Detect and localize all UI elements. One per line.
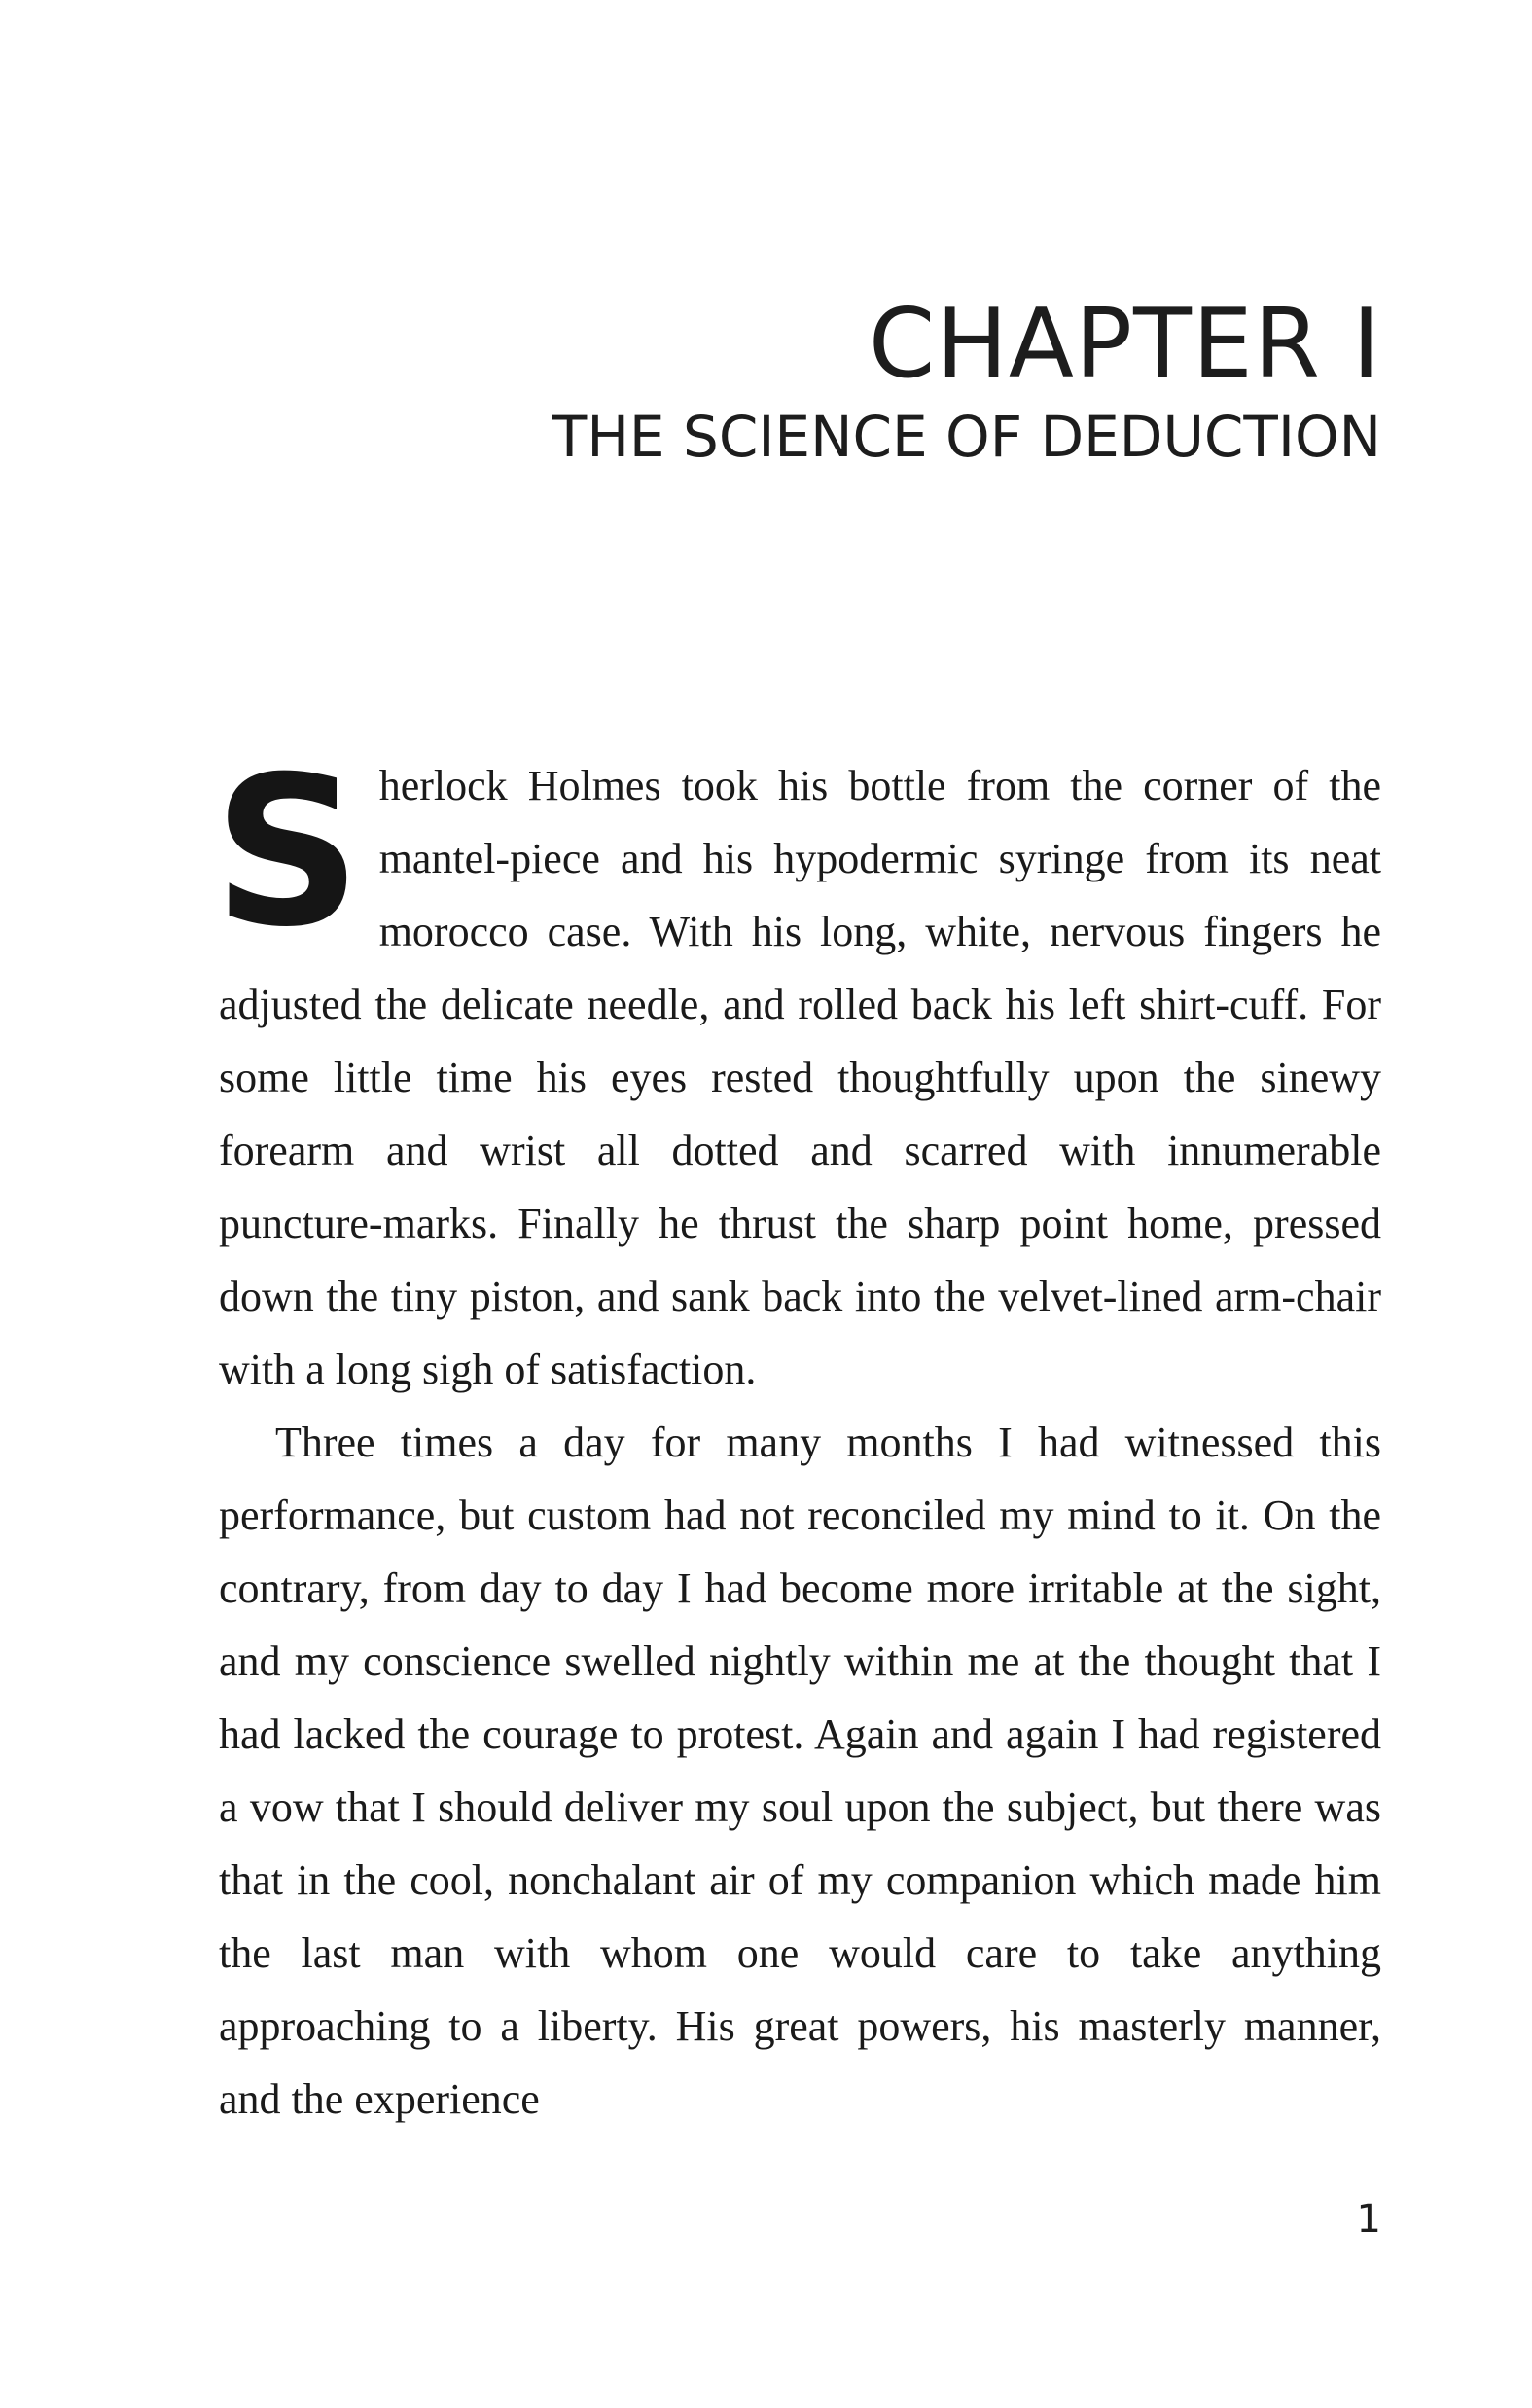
- chapter-number: CHAPTER I: [868, 289, 1381, 400]
- chapter-body: [213, 732, 1381, 2136]
- drop-cap: S: [213, 732, 362, 972]
- chapter-title: THE SCIENCE OF DEDUCTION: [552, 404, 1381, 470]
- paragraph-1-text: herlock Holmes took his bottle from the corner of the mantel-piece and his hypodermic syringe from its neat morocco case. With his long, white, nervous fingers he adjusted the delicate needle, and rolled back his left shirt-cuff. For some little time his eyes rested thoughtfully upon the sinewy forearm and wrist all dotted and scarred with innumerable puncture-marks. Finally he thrust the sharp point home, pressed down the tiny piston, and sank back into the velvet-lined arm-chair with a long sigh of satisfaction.: [219, 762, 1381, 1393]
- paragraph-2: Three times a day for many months I had witnessed this performance, but custom had not reconciled my mind to it. On the contrary, from day to day I had become more irritable at the sight, and my conscience swelled nightly within me at the thought that I had lacked the courage to protest. Again and again I had registered a vow that I should deliver my soul upon the subject, but there was that in the cool, nonchalant air of my companion which made him the last man with whom one would care to take anything approaching to a liberty. His great powers, his masterly manner, and the experience: [219, 1419, 1381, 2123]
- page-number: 1: [1356, 2197, 1381, 2242]
- paragraph-1: [213, 732, 1381, 1406]
- chapter-heading: [552, 289, 1381, 471]
